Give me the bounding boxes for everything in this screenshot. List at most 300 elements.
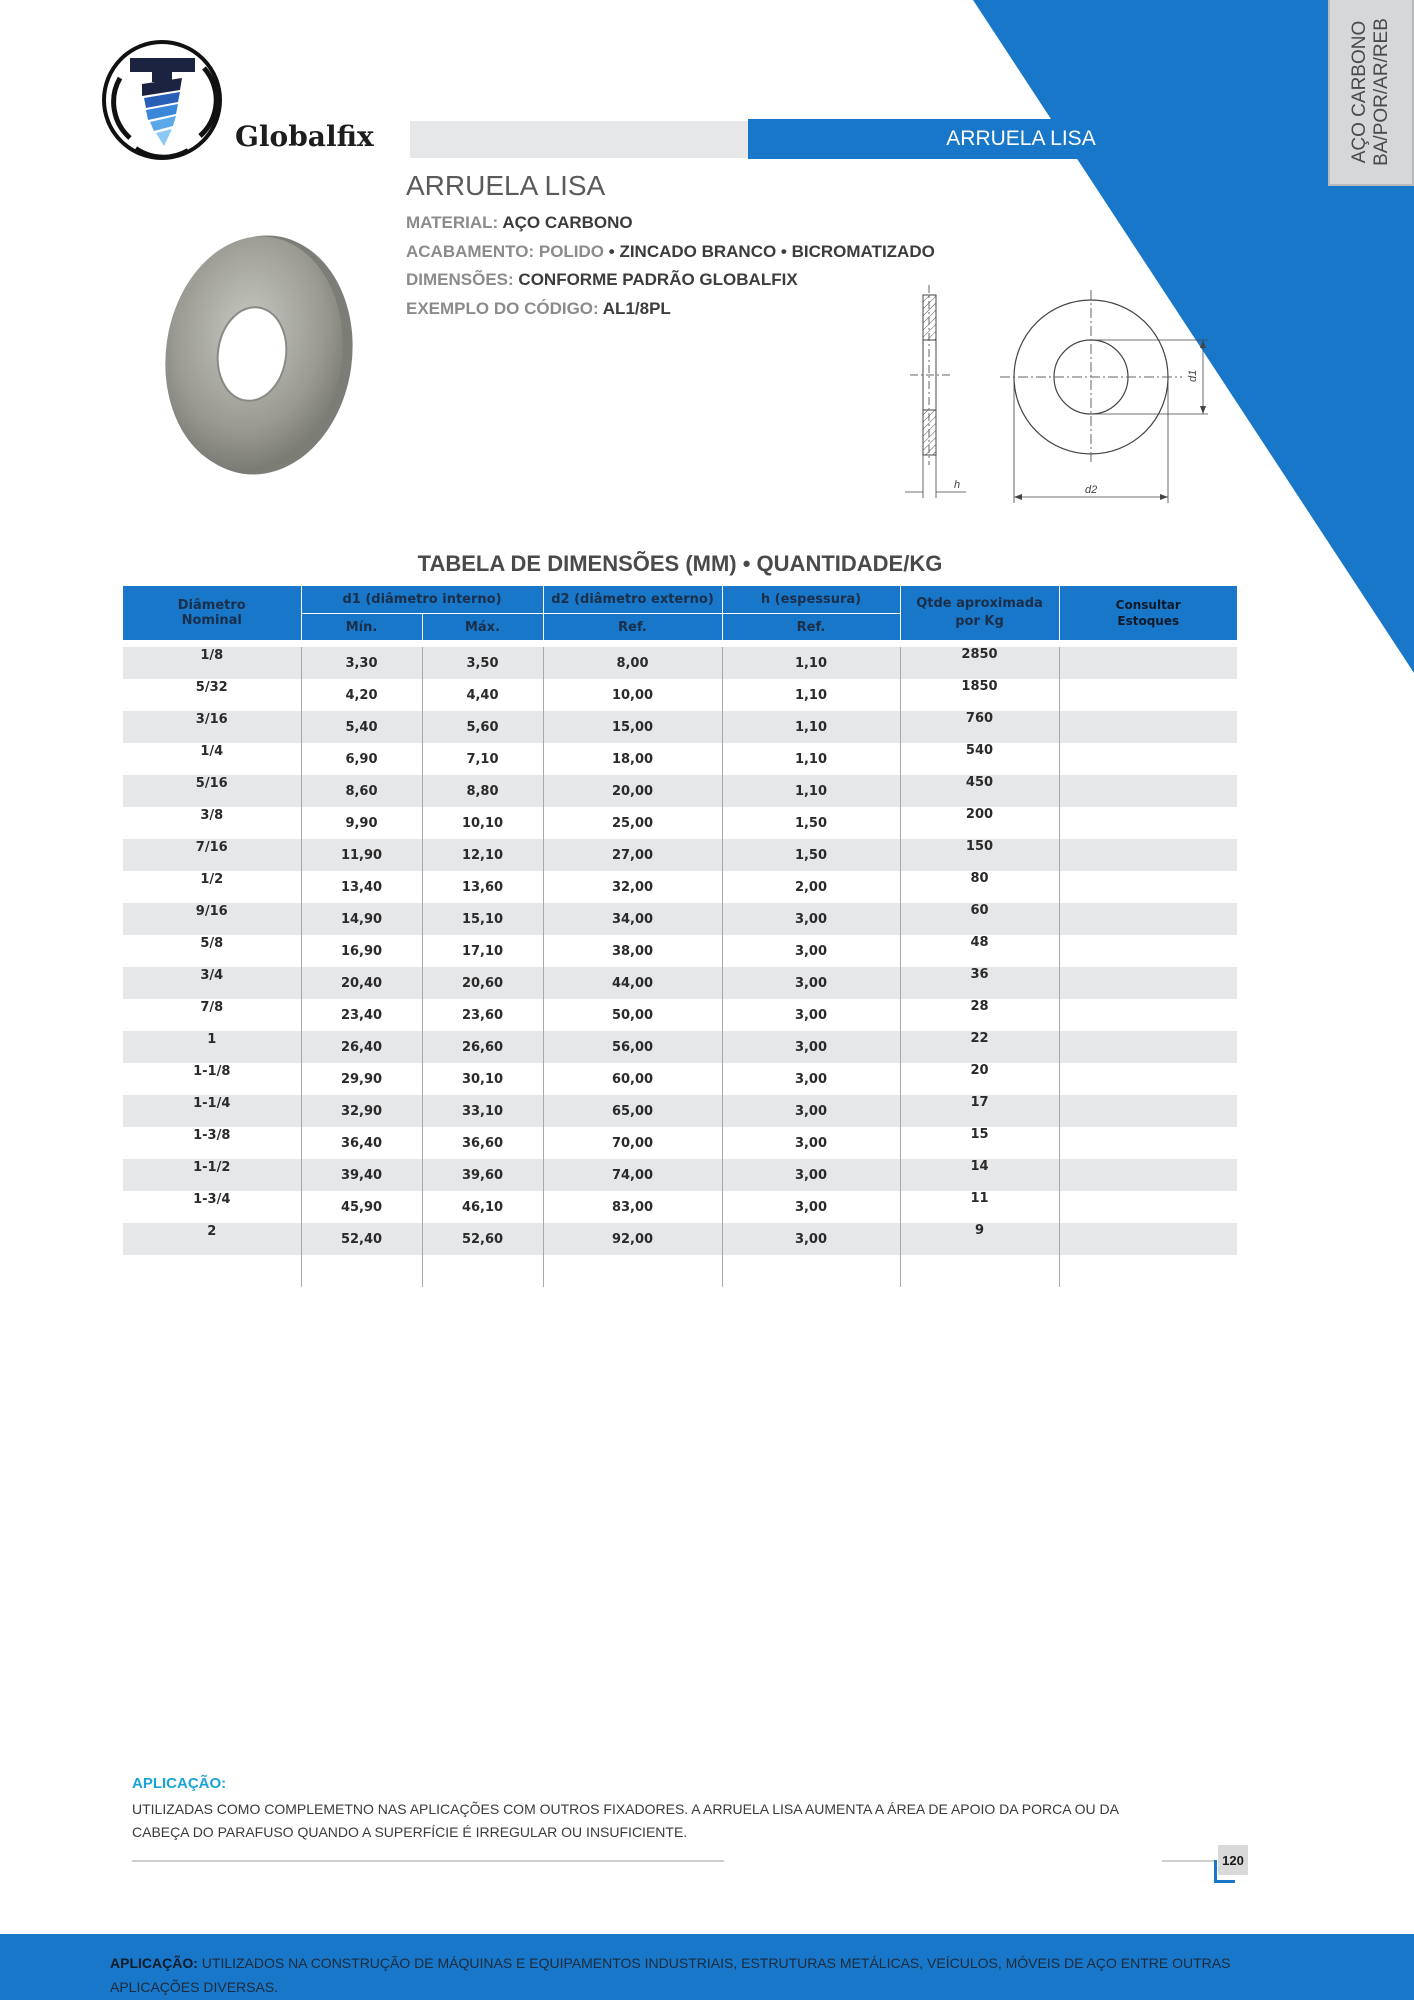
spec-finish xyxy=(406,242,935,262)
cell-stock xyxy=(1059,647,1237,679)
cell-d1-max-value: 23,60 xyxy=(461,1007,504,1023)
cell-qty xyxy=(900,1127,1059,1159)
header-product-label: ARRUELA LISA xyxy=(946,127,1096,150)
cell-stock xyxy=(1059,1255,1237,1287)
cell-d2-ref-value: 10,00 xyxy=(611,687,654,703)
cell-nominal xyxy=(123,1159,301,1191)
cell-qty-value: 1850 xyxy=(961,678,998,694)
cell-d1-min-value: 39,40 xyxy=(340,1167,383,1183)
cell-d2-ref-value: 32,00 xyxy=(611,879,654,895)
cell-d1-max xyxy=(422,743,543,775)
cell-d2-ref xyxy=(543,1063,722,1095)
footer-divider-left xyxy=(132,1860,724,1862)
cell-d1-min-value: 52,40 xyxy=(340,1231,383,1247)
cell-d1-min-value: 3,30 xyxy=(345,655,378,671)
cell-nominal xyxy=(123,807,301,839)
cell-h-ref-value: 3,00 xyxy=(794,1135,828,1151)
cell-d2-ref-value: 60,00 xyxy=(611,1071,654,1087)
washer-photo xyxy=(150,230,360,480)
cell-d2-ref-value: 18,00 xyxy=(611,751,654,767)
cell-qty xyxy=(900,679,1059,711)
cell-d1-max-value: 5,60 xyxy=(466,719,499,735)
cell-d1-min xyxy=(301,935,422,967)
table-row xyxy=(123,1255,1237,1287)
table-row xyxy=(123,935,1237,967)
cell-d1-min-value: 13,40 xyxy=(340,879,383,895)
footer-text: UTILIZADOS NA CONSTRUÇÃO DE MÁQUINAS E EQUIPAMENTOS INDUSTRIAIS, ESTRUTURAS METÁLICAS, VEÍCULOS, MÓVEIS DE AÇO ENTRE OUTRAS APLICAÇÕES DIVERSAS. xyxy=(110,1955,1231,1995)
cell-qty xyxy=(900,1159,1059,1191)
cell-stock xyxy=(1059,1127,1237,1159)
cell-d2-ref-value: 20,00 xyxy=(611,783,654,799)
cell-nominal-value: 1-3/4 xyxy=(193,1191,231,1207)
cell-d1-min xyxy=(301,1031,422,1063)
cell-h-ref xyxy=(722,743,900,775)
finish-value-2: • ZINCADO BRANCO • BICROMATIZADO xyxy=(608,242,935,261)
cell-h-ref xyxy=(722,967,900,999)
cell-d1-min xyxy=(301,999,422,1031)
finish-label: ACABAMENTO: xyxy=(406,242,535,261)
footer-bar xyxy=(0,1934,1414,2000)
cell-d2-ref xyxy=(543,743,722,775)
cell-d2-ref-value: 44,00 xyxy=(611,975,654,991)
cell-qty-value: 15 xyxy=(970,1126,989,1142)
cell-d1-max-value: 33,10 xyxy=(461,1103,504,1119)
cell-h-ref xyxy=(722,839,900,871)
cell-d2-ref-value: 74,00 xyxy=(611,1167,654,1183)
footer-text-block xyxy=(110,1951,1310,1999)
cell-d1-max xyxy=(422,903,543,935)
table-row xyxy=(123,711,1237,743)
cell-nominal-value: 1-1/2 xyxy=(193,1159,231,1175)
cell-h-ref xyxy=(722,1255,900,1287)
cell-d1-min-value: 45,90 xyxy=(340,1199,383,1215)
cell-d1-min xyxy=(301,1255,422,1287)
cell-d1-max-value: 3,50 xyxy=(466,655,499,671)
cell-h-ref-value: 3,00 xyxy=(794,975,828,991)
header-d2: d2 (diâmetro externo) xyxy=(543,586,722,614)
header-qty: Qtde aproximada por Kg xyxy=(900,586,1059,640)
cell-qty-value: 2850 xyxy=(961,646,998,662)
cell-h-ref-value: 3,00 xyxy=(794,1039,828,1055)
cell-qty xyxy=(900,807,1059,839)
code-label: EXEMPLO DO CÓDIGO: xyxy=(406,299,599,318)
cell-d1-min xyxy=(301,647,422,679)
cell-h-ref xyxy=(722,1159,900,1191)
cell-d2-ref-value: 34,00 xyxy=(611,911,654,927)
cell-d1-min xyxy=(301,679,422,711)
cell-d1-max xyxy=(422,679,543,711)
header-min: Mín. xyxy=(301,614,422,641)
cell-d2-ref xyxy=(543,807,722,839)
cell-nominal xyxy=(123,1063,301,1095)
category-line-2: BA/POR/AR/REB xyxy=(1371,18,1393,166)
cell-h-ref xyxy=(722,903,900,935)
material-label: MATERIAL: xyxy=(406,213,499,232)
cell-d1-min-value: 4,20 xyxy=(345,687,378,703)
material-value: AÇO CARBONO xyxy=(502,213,633,232)
cell-h-ref-value: 3,00 xyxy=(794,1167,828,1183)
cell-qty-value: 17 xyxy=(970,1094,989,1110)
cell-stock xyxy=(1059,903,1237,935)
brand-name: Globalfix xyxy=(235,120,374,153)
cell-h-ref-value: 3,00 xyxy=(794,943,828,959)
cell-stock xyxy=(1059,743,1237,775)
cell-nominal xyxy=(123,999,301,1031)
cell-d1-max xyxy=(422,1159,543,1191)
cell-h-ref-value: 3,00 xyxy=(794,1199,828,1215)
cell-nominal xyxy=(123,967,301,999)
header-d2-ref: Ref. xyxy=(543,614,722,641)
table-row xyxy=(123,1223,1237,1255)
cell-h-ref-value: 1,50 xyxy=(794,847,828,863)
cell-nominal-value: 1/4 xyxy=(200,743,224,759)
cell-d1-min xyxy=(301,1223,422,1255)
cell-d2-ref xyxy=(543,647,722,679)
cell-d2-ref xyxy=(543,903,722,935)
cell-d1-min-value: 8,60 xyxy=(345,783,378,799)
cell-d2-ref xyxy=(543,839,722,871)
cell-d1-max-value: 30,10 xyxy=(461,1071,504,1087)
cell-d2-ref xyxy=(543,935,722,967)
cell-qty xyxy=(900,935,1059,967)
cell-stock xyxy=(1059,1191,1237,1223)
cell-h-ref xyxy=(722,807,900,839)
cell-d1-min xyxy=(301,1127,422,1159)
finish-value-1: POLIDO xyxy=(538,242,605,261)
cell-h-ref-value: 1,10 xyxy=(794,687,828,703)
dimensions-table xyxy=(123,586,1237,1287)
cell-d1-max xyxy=(422,871,543,903)
cell-d2-ref-value: 92,00 xyxy=(611,1231,654,1247)
cell-d1-max-value: 7,10 xyxy=(466,751,499,767)
cell-qty xyxy=(900,775,1059,807)
cell-qty-value: 9 xyxy=(974,1222,985,1238)
cell-nominal-value: 5/8 xyxy=(200,935,224,951)
cell-h-ref xyxy=(722,935,900,967)
cell-h-ref-value: 1,50 xyxy=(794,815,828,831)
cell-h-ref xyxy=(722,1191,900,1223)
header-max: Máx. xyxy=(422,614,543,641)
cell-d2-ref-value: 50,00 xyxy=(611,1007,654,1023)
cell-d2-ref xyxy=(543,1223,722,1255)
cell-nominal xyxy=(123,743,301,775)
cell-h-ref xyxy=(722,679,900,711)
cell-d2-ref xyxy=(543,1095,722,1127)
cell-d1-min xyxy=(301,839,422,871)
cell-nominal xyxy=(123,903,301,935)
cell-stock xyxy=(1059,711,1237,743)
cell-d1-max xyxy=(422,935,543,967)
cell-h-ref xyxy=(722,1031,900,1063)
cell-qty-value: 20 xyxy=(970,1062,989,1078)
cell-nominal-value: 1-1/8 xyxy=(193,1063,231,1079)
dimensions-label: DIMENSÕES: xyxy=(406,270,514,289)
cell-d1-max-value: 10,10 xyxy=(461,815,504,831)
cell-stock xyxy=(1059,1159,1237,1191)
cell-qty xyxy=(900,647,1059,679)
cell-d2-ref xyxy=(543,999,722,1031)
cell-qty-value: 36 xyxy=(970,966,989,982)
cell-h-ref-value: 3,00 xyxy=(794,1071,828,1087)
cell-stock xyxy=(1059,999,1237,1031)
table-row xyxy=(123,1191,1237,1223)
header-gray-bar xyxy=(410,121,750,158)
table-row xyxy=(123,967,1237,999)
table-row xyxy=(123,647,1237,679)
cell-d1-min-value: 6,90 xyxy=(345,751,378,767)
cell-d2-ref-value: 56,00 xyxy=(611,1039,654,1055)
cell-qty-value: 200 xyxy=(965,806,994,822)
cell-nominal xyxy=(123,775,301,807)
cell-d1-max xyxy=(422,1031,543,1063)
cell-d1-min-value: 23,40 xyxy=(340,1007,383,1023)
cell-d2-ref-value: 8,00 xyxy=(616,655,649,671)
cell-d1-min xyxy=(301,711,422,743)
cell-d1-min-value: 20,40 xyxy=(340,975,383,991)
table-row xyxy=(123,839,1237,871)
cell-nominal xyxy=(123,839,301,871)
cell-d1-max xyxy=(422,647,543,679)
table-title: TABELA DE DIMENSÕES (MM) • QUANTIDADE/KG xyxy=(417,551,943,576)
cell-stock xyxy=(1059,679,1237,711)
cell-h-ref xyxy=(722,711,900,743)
cell-d1-max-value: 39,60 xyxy=(461,1167,504,1183)
cell-h-ref xyxy=(722,1127,900,1159)
cell-qty-value: 28 xyxy=(970,998,989,1014)
cell-nominal-value: 7/16 xyxy=(195,839,228,855)
cell-h-ref xyxy=(722,1223,900,1255)
cell-d2-ref-value: 38,00 xyxy=(611,943,654,959)
table-row xyxy=(123,903,1237,935)
cell-qty xyxy=(900,999,1059,1031)
cell-h-ref xyxy=(722,871,900,903)
cell-stock xyxy=(1059,871,1237,903)
application-label: APLICAÇÃO: xyxy=(132,1775,227,1792)
cell-d2-ref-value: 27,00 xyxy=(611,847,654,863)
cell-d2-ref xyxy=(543,679,722,711)
cell-h-ref-value: 1,10 xyxy=(794,783,828,799)
cell-nominal-value: 5/16 xyxy=(195,775,228,791)
cell-h-ref-value: 3,00 xyxy=(794,1007,828,1023)
table-row xyxy=(123,1095,1237,1127)
header-stock: Consultar Estoques xyxy=(1059,586,1237,640)
cell-d1-max-value: 20,60 xyxy=(461,975,504,991)
cell-nominal-value: 9/16 xyxy=(195,903,228,919)
cell-qty xyxy=(900,711,1059,743)
cell-d1-min-value: 36,40 xyxy=(340,1135,383,1151)
cell-stock xyxy=(1059,1223,1237,1255)
cell-d2-ref xyxy=(543,1159,722,1191)
cell-nominal-value: 2 xyxy=(207,1223,217,1239)
cell-d1-max xyxy=(422,807,543,839)
cell-h-ref-value: 1,10 xyxy=(794,655,828,671)
cell-stock xyxy=(1059,1063,1237,1095)
globalfix-logo-icon xyxy=(100,38,225,163)
cell-nominal xyxy=(123,1031,301,1063)
cell-d2-ref-value: 15,00 xyxy=(611,719,654,735)
cell-qty xyxy=(900,1095,1059,1127)
table-row xyxy=(123,679,1237,711)
cell-stock xyxy=(1059,1095,1237,1127)
cell-nominal xyxy=(123,1095,301,1127)
cell-d2-ref xyxy=(543,1255,722,1287)
cell-d2-ref xyxy=(543,967,722,999)
cell-d1-max xyxy=(422,1223,543,1255)
page-number: 120 xyxy=(1218,1845,1248,1875)
cell-d1-min xyxy=(301,775,422,807)
cell-d1-min-value: 29,90 xyxy=(340,1071,383,1087)
cell-d2-ref-value: 65,00 xyxy=(611,1103,654,1119)
application-text: UTILIZADAS COMO COMPLEMETNO NAS APLICAÇÕES COM OUTROS FIXADORES. A ARRUELA LISA AUMENTA A ÁREA DE APOIO DA PORCA OU DA CABEÇA DO PARAFUSO QUANDO A SUPERFÍCIE É IRREGULAR OU INSUFICIENTE. xyxy=(132,1801,1119,1840)
table-body xyxy=(123,647,1237,1287)
footer-divider-right xyxy=(1162,1860,1217,1862)
cell-h-ref-value: 3,00 xyxy=(794,1231,828,1247)
cell-d1-min xyxy=(301,743,422,775)
category-side-tab xyxy=(1328,0,1414,186)
cell-nominal-value: 1-1/4 xyxy=(193,1095,231,1111)
category-line-1: AÇO CARBONO xyxy=(1349,20,1371,164)
cell-nominal-value: 1/2 xyxy=(200,871,224,887)
cell-d2-ref xyxy=(543,1127,722,1159)
spec-dimensions xyxy=(406,270,798,290)
cell-nominal xyxy=(123,871,301,903)
cell-h-ref-value: 1,10 xyxy=(794,751,828,767)
cell-h-ref xyxy=(722,775,900,807)
cell-d2-ref xyxy=(543,1191,722,1223)
cell-nominal-value: 7/8 xyxy=(200,999,224,1015)
cell-h-ref-value: 1,10 xyxy=(794,719,828,735)
cell-nominal-value: 3/4 xyxy=(200,967,224,983)
cell-d1-min xyxy=(301,1159,422,1191)
cell-d1-max-value: 4,40 xyxy=(466,687,499,703)
cell-d1-min xyxy=(301,807,422,839)
dimensions-value: CONFORME PADRÃO GLOBALFIX xyxy=(518,270,798,289)
cell-nominal xyxy=(123,1191,301,1223)
cell-d1-min-value: 14,90 xyxy=(340,911,383,927)
cell-nominal xyxy=(123,1255,301,1287)
cell-d1-min-value: 11,90 xyxy=(340,847,383,863)
table-row xyxy=(123,999,1237,1031)
header-d1: d1 (diâmetro interno) xyxy=(301,586,543,614)
cell-nominal xyxy=(123,679,301,711)
cell-d1-max-value: 52,60 xyxy=(461,1231,504,1247)
cell-qty-value: 80 xyxy=(970,870,989,886)
cell-qty xyxy=(900,1255,1059,1287)
cell-d1-max-value: 15,10 xyxy=(461,911,504,927)
cell-h-ref xyxy=(722,647,900,679)
cell-d1-min xyxy=(301,903,422,935)
cell-d1-min-value: 32,90 xyxy=(340,1103,383,1119)
cell-h-ref-value: 3,00 xyxy=(794,911,828,927)
spec-material xyxy=(406,213,633,233)
product-title: ARRUELA LISA xyxy=(406,170,606,201)
cell-d1-max xyxy=(422,967,543,999)
cell-d2-ref-value: 83,00 xyxy=(611,1199,654,1215)
header-blue-bar xyxy=(748,119,1238,159)
cell-qty-value: 60 xyxy=(970,902,989,918)
cell-d1-max-value: 26,60 xyxy=(461,1039,504,1055)
spec-code xyxy=(406,299,671,319)
table-row xyxy=(123,1031,1237,1063)
cell-nominal-value: 5/32 xyxy=(195,679,228,695)
cell-qty xyxy=(900,1063,1059,1095)
cell-d1-max xyxy=(422,1191,543,1223)
cell-h-ref xyxy=(722,999,900,1031)
table-row xyxy=(123,807,1237,839)
drawing-h-label: h xyxy=(954,479,961,491)
cell-d1-max xyxy=(422,839,543,871)
cell-qty-value: 760 xyxy=(965,710,994,726)
cell-qty xyxy=(900,967,1059,999)
cell-d1-max xyxy=(422,1063,543,1095)
code-value: AL1/8PL xyxy=(602,299,671,318)
drawing-d1-label: d1 xyxy=(1187,369,1199,382)
cell-d2-ref xyxy=(543,711,722,743)
cell-qty-value: 540 xyxy=(965,742,994,758)
cell-d1-max xyxy=(422,775,543,807)
cell-qty xyxy=(900,743,1059,775)
cell-qty-value: 11 xyxy=(970,1190,989,1206)
technical-drawing xyxy=(890,285,1220,510)
cell-d1-min xyxy=(301,1063,422,1095)
cell-d1-max xyxy=(422,1255,543,1287)
header-h: h (espessura) xyxy=(722,586,900,614)
cell-h-ref xyxy=(722,1063,900,1095)
cell-d1-max xyxy=(422,711,543,743)
table-row xyxy=(123,1063,1237,1095)
table-row xyxy=(123,1159,1237,1191)
cell-h-ref xyxy=(722,1095,900,1127)
table-row xyxy=(123,871,1237,903)
cell-h-ref-value: 3,00 xyxy=(794,1103,828,1119)
cell-stock xyxy=(1059,775,1237,807)
cell-d1-min xyxy=(301,967,422,999)
header-h-ref: Ref. xyxy=(722,614,900,641)
cell-d1-max xyxy=(422,1127,543,1159)
cell-d1-max-value: 36,60 xyxy=(461,1135,504,1151)
cell-d1-max xyxy=(422,1095,543,1127)
cell-nominal-value: 3/8 xyxy=(200,807,224,823)
cell-nominal xyxy=(123,935,301,967)
table-row xyxy=(123,775,1237,807)
footer-label: APLICAÇÃO: xyxy=(110,1955,198,1971)
cell-d2-ref-value: 70,00 xyxy=(611,1135,654,1151)
cell-d2-ref xyxy=(543,775,722,807)
cell-qty-value: 22 xyxy=(970,1030,989,1046)
cell-qty xyxy=(900,839,1059,871)
cell-nominal xyxy=(123,1223,301,1255)
cell-d1-min-value: 5,40 xyxy=(345,719,378,735)
cell-nominal xyxy=(123,711,301,743)
cell-stock xyxy=(1059,1031,1237,1063)
cell-d1-max-value: 17,10 xyxy=(461,943,504,959)
cell-nominal xyxy=(123,647,301,679)
cell-qty xyxy=(900,1191,1059,1223)
cell-nominal-value: 1 xyxy=(207,1031,217,1047)
cell-qty xyxy=(900,903,1059,935)
cell-d1-min xyxy=(301,1095,422,1127)
cell-d2-ref-value: 25,00 xyxy=(611,815,654,831)
drawing-d2-label: d2 xyxy=(1085,484,1098,496)
header-nominal: Diâmetro Nominal xyxy=(123,586,301,640)
cell-stock xyxy=(1059,839,1237,871)
cell-stock xyxy=(1059,935,1237,967)
cell-d1-max-value: 8,80 xyxy=(466,783,499,799)
cell-stock xyxy=(1059,807,1237,839)
cell-nominal-value: 1/8 xyxy=(200,647,224,663)
cell-nominal-value: 3/16 xyxy=(195,711,228,727)
cell-nominal xyxy=(123,1127,301,1159)
